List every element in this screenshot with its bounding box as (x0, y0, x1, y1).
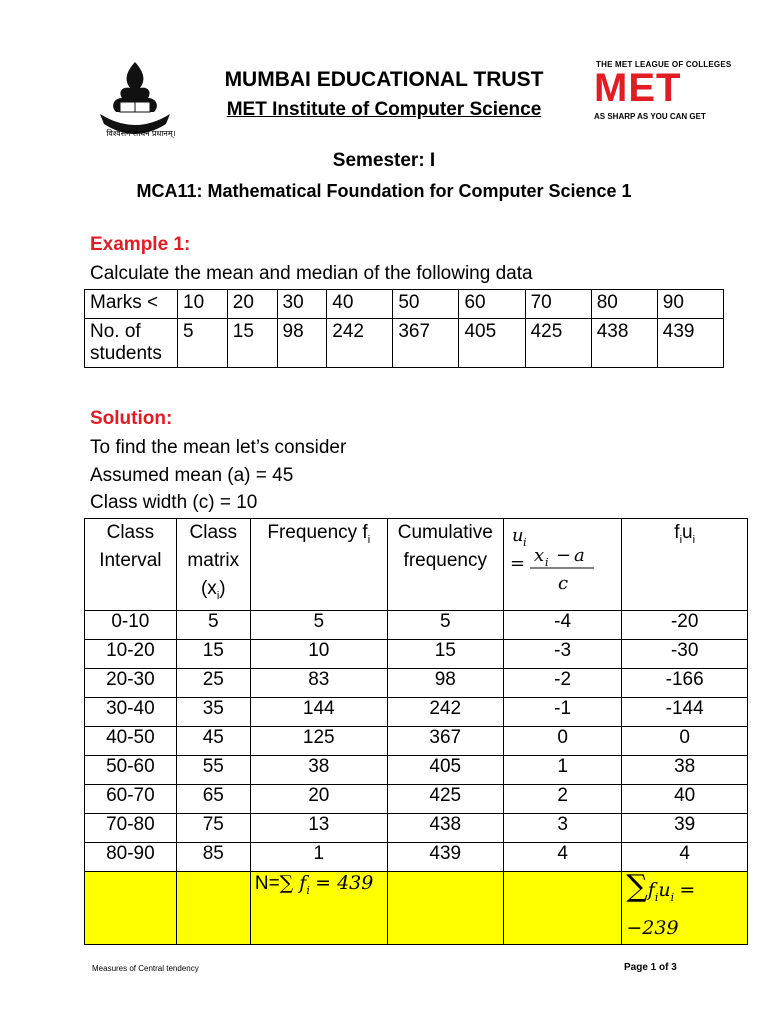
total-n-prefix: N= (254, 872, 280, 894)
table-row (85, 784, 748, 813)
semester-heading: Semester: I (332, 150, 436, 171)
cell: 5 (250, 610, 387, 639)
svg-text:−: − (555, 545, 571, 566)
table-row (85, 639, 748, 668)
cell: 15 (387, 639, 503, 668)
cell: 405 (387, 755, 503, 784)
cell: -166 (622, 668, 748, 697)
svg-text:a: a (573, 545, 585, 566)
students-cell: 5 (178, 319, 228, 368)
cell: 439 (387, 842, 503, 871)
marks-label: Marks < (85, 290, 178, 319)
emblem-caption: विश्‍वसनं साधनं प्रधानम्। (106, 129, 176, 138)
cell: -144 (622, 697, 748, 726)
table-row (85, 813, 748, 842)
cell (176, 871, 250, 944)
students-cell: 405 (459, 319, 525, 368)
cell: -1 (503, 697, 622, 726)
marks-cell: 30 (277, 290, 327, 319)
cell: 45 (176, 726, 250, 755)
cell: 10-20 (85, 639, 177, 668)
cell: 10 (250, 639, 387, 668)
header-text: u (682, 522, 693, 543)
cell: 1 (503, 755, 622, 784)
students-cell: 98 (277, 319, 327, 368)
cell: 30-40 (85, 697, 177, 726)
cell: -30 (622, 639, 748, 668)
header-text: Frequency f (267, 522, 368, 543)
students-row (85, 319, 724, 368)
met-slogan: AS SHARP AS YOU CAN GET (594, 112, 706, 121)
subscript: i (679, 533, 683, 546)
cell: 144 (250, 697, 387, 726)
students-label-line1: No. of (90, 321, 141, 342)
totals-row (85, 871, 748, 944)
page-number: Page 1 of 3 (624, 962, 677, 973)
subscript: i (367, 533, 371, 546)
cell: -20 (622, 610, 748, 639)
svg-text:c: c (557, 573, 568, 593)
cell (387, 871, 503, 944)
table-row (85, 755, 748, 784)
svg-text:i: i (544, 556, 549, 569)
table-row (85, 610, 748, 639)
svg-text:x: x (533, 545, 545, 566)
cell: 85 (176, 842, 250, 871)
example-title: Example 1: (90, 234, 191, 255)
students-cell: 425 (525, 319, 591, 368)
students-cell: 439 (657, 319, 723, 368)
cell: 425 (387, 784, 503, 813)
organization-title: MUMBAI EDUCATIONAL TRUST (224, 68, 544, 91)
marks-cell: 40 (327, 290, 393, 319)
header-text: Cumulative (397, 522, 493, 543)
marks-cell: 20 (227, 290, 277, 319)
table-row (85, 842, 748, 871)
cell: 38 (622, 755, 748, 784)
cell: 5 (176, 610, 250, 639)
cell: 4 (622, 842, 748, 871)
cell: 15 (176, 639, 250, 668)
header-text: Interval (99, 550, 162, 571)
total-n-value: = 439 (315, 871, 374, 894)
cell: 65 (176, 784, 250, 813)
cell: 38 (250, 755, 387, 784)
students-cell: 367 (393, 319, 459, 368)
cell: 0 (503, 726, 622, 755)
course-title: MCA11: Mathematical Foundation for Computer Science 1 (136, 181, 632, 201)
frequency-table (84, 518, 748, 945)
svg-text:i: i (522, 536, 527, 549)
students-label-line2: students (90, 343, 162, 364)
cell: 98 (387, 668, 503, 697)
table-row (85, 726, 748, 755)
marks-cell: 50 (393, 290, 459, 319)
cell: 5 (387, 610, 503, 639)
header-text: f (674, 522, 680, 543)
cell: -4 (503, 610, 622, 639)
cell: 125 (250, 726, 387, 755)
solution-line-3: Class width (c) = 10 (90, 492, 258, 513)
cell: 4 (503, 842, 622, 871)
svg-text:u: u (511, 525, 524, 546)
header-ui-formula (503, 519, 622, 611)
cell: 80-90 (85, 842, 177, 871)
solution-line-1: To find the mean let’s consider (90, 437, 347, 458)
table-row (85, 697, 748, 726)
table-header-row (85, 519, 748, 611)
total-n-cell: N=∑ $f_i = 439$ (250, 871, 387, 944)
cell: 70-80 (85, 813, 177, 842)
marks-cell: 90 (657, 290, 723, 319)
cell: 60-70 (85, 784, 177, 813)
cell: 0 (622, 726, 748, 755)
students-cell: 242 (327, 319, 393, 368)
cell (503, 871, 622, 944)
header-text: (x (200, 578, 217, 599)
cell: 13 (250, 813, 387, 842)
header-text: Class (189, 522, 238, 543)
cell (85, 871, 177, 944)
cell: 3 (503, 813, 622, 842)
svg-text:=: = (509, 553, 525, 574)
subscript: i (692, 533, 696, 546)
marks-table (84, 289, 724, 368)
header-text: Class (106, 522, 155, 543)
marks-row (85, 290, 724, 319)
example-prompt: Calculate the mean and median of the following data (90, 263, 533, 284)
header-class-matrix: Class matrix $(x_i)$ (176, 519, 250, 611)
students-cell: 438 (591, 319, 657, 368)
cell: 0-10 (85, 610, 177, 639)
total-fu-cell: $\sum f_iu_i = -239$ (622, 871, 748, 944)
cell: 83 (250, 668, 387, 697)
met-tagline: THE MET LEAGUE OF COLLEGES (596, 60, 732, 69)
total-fu-value: = −239 (626, 878, 696, 939)
students-cell: 15 (227, 319, 277, 368)
marks-cell: 70 (525, 290, 591, 319)
header-text: matrix (187, 550, 240, 571)
header-text: frequency (403, 550, 487, 571)
ui-formula (508, 521, 608, 593)
marks-cell: 80 (591, 290, 657, 319)
header-cumulative (387, 519, 503, 611)
cell: 55 (176, 755, 250, 784)
cell: 40 (622, 784, 748, 813)
cell: 20 (250, 784, 387, 813)
solution-line-2: Assumed mean (a) = 45 (90, 465, 294, 486)
footer-topic: Measures of Central tendency (92, 964, 199, 973)
cell: 2 (503, 784, 622, 813)
cell: 242 (387, 697, 503, 726)
cell: 35 (176, 697, 250, 726)
marks-cell: 10 (178, 290, 228, 319)
cell: 40-50 (85, 726, 177, 755)
met-logo: MET (594, 66, 682, 110)
cell: 20-30 (85, 668, 177, 697)
cell: 438 (387, 813, 503, 842)
table-row (85, 668, 748, 697)
cell: 25 (176, 668, 250, 697)
solution-title: Solution: (90, 408, 173, 429)
cell: -3 (503, 639, 622, 668)
header-class-interval (85, 519, 177, 611)
students-label (85, 319, 178, 368)
cell: 75 (176, 813, 250, 842)
header-fiui (622, 519, 748, 611)
cell: -2 (503, 668, 622, 697)
cell: 39 (622, 813, 748, 842)
institute-title: MET Institute of Computer Science (226, 99, 542, 120)
cell: 367 (387, 726, 503, 755)
subscript: i (216, 589, 220, 602)
header-frequency (250, 519, 387, 611)
cell: 1 (250, 842, 387, 871)
marks-cell: 60 (459, 290, 525, 319)
cell: 50-60 (85, 755, 177, 784)
